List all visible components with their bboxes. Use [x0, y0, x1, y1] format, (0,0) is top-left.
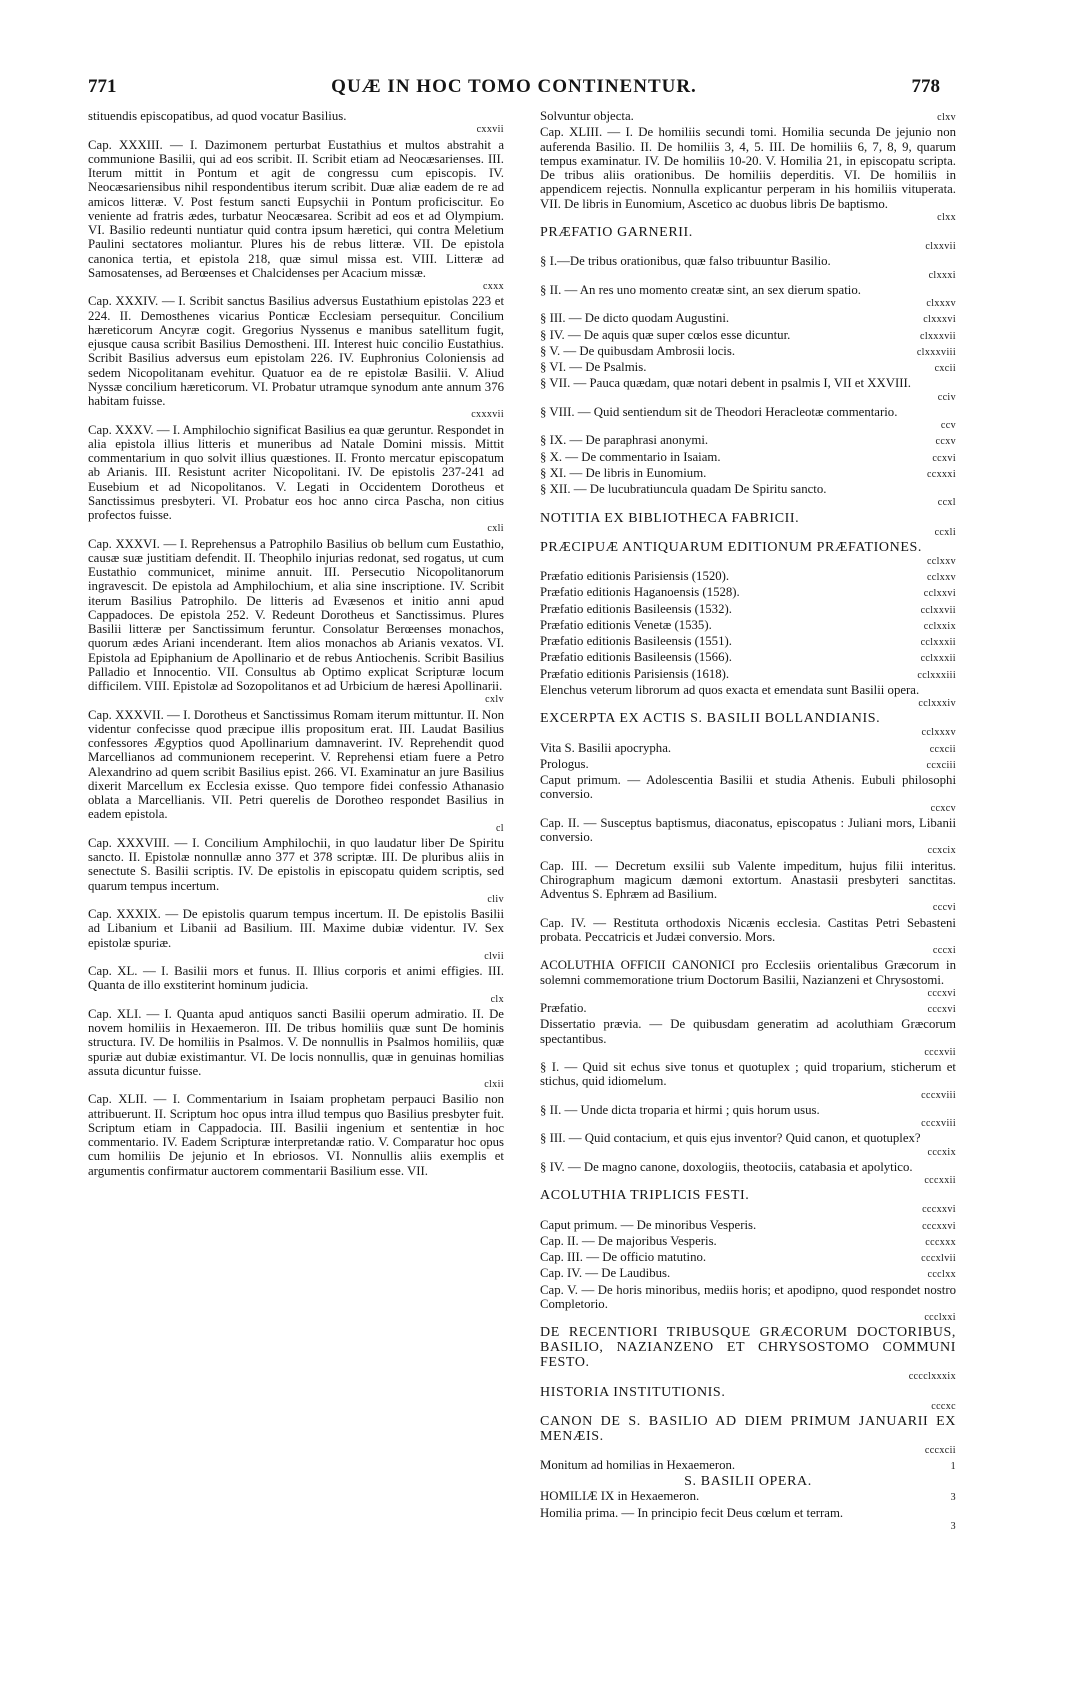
toc-entry — [88, 964, 504, 1007]
toc-row-label: Præfatio. — [540, 1001, 587, 1015]
toc-row — [540, 602, 956, 618]
toc-entry-page: ccxl — [937, 497, 956, 509]
toc-entry-text: § II. — Unde dicta troparia et hirmi ; quis horum usus. — [540, 1102, 820, 1117]
toc-row — [540, 1489, 956, 1505]
toc-entry — [540, 1160, 956, 1189]
toc-row-label: Cap. IV. — De Laudibus. — [540, 1266, 671, 1281]
toc-entry-page: clx — [490, 993, 504, 1005]
toc-entry — [88, 836, 504, 907]
toc-row-page: ccxxxi — [926, 468, 956, 480]
section-heading-text: NOTITIA EX BIBLIOTHECA FABRICII. — [540, 510, 800, 526]
toc-row-page: clxv — [937, 112, 956, 123]
page-header — [88, 76, 940, 106]
toc-entry — [540, 859, 956, 916]
toc-row-label: Prologus. — [540, 756, 589, 771]
toc-row-page: ccclxx — [927, 1269, 956, 1281]
toc-entry — [540, 1060, 956, 1103]
toc-entry-page: cccxviii — [921, 1118, 956, 1129]
section-heading-text: HISTORIA INSTITUTIONIS. — [540, 1384, 726, 1400]
toc-entry-text: Cap. V. — De horis minoribus, mediis horis; et apodipno, quod respondet nostro Completorio. — [540, 1282, 956, 1311]
toc-row-page: cccxlvii — [921, 1253, 956, 1264]
section-heading — [540, 225, 956, 254]
toc-entry-page: cccxvi — [927, 987, 956, 999]
toc-entry-text: Cap. XXXIII. — I. Dazimonem perturbat Eustathius et multos abstrahit a communione Basilii, qui ad eos scribit. II. Scribit etiam ad Neocæsarienses. III. Iterum mittit in Pontum et agit de congressu cum episcopis. IV. Neocæsariensibus nihil respondentibus iterum scribit. Duæ aliæ eadem de re ad amicos litteræ. V. Post festum sancti Eupsychii in Pontum proficiscitur. Eo veniente ad fratris ædes, turbatur Neocæsarea. Scribit ad eos et ad Olympium. VI. Basilio redeunti nuntiatur quid contra ipsum hæretici, qui contra Meletium Paulini sectatores moliantur. Plures his de rebus litteræ. VII. De epistola canonica tertia, et epistola 218, quæ simul missa est. VIII. Litteræ ad Samosatenses, ad Berœenses et Chalcidenses per Acacium missæ. — [88, 137, 504, 280]
toc-entry-page: cxxx — [482, 281, 504, 292]
toc-row-page: cccxxx — [925, 1236, 956, 1248]
toc-row — [540, 433, 956, 449]
toc-entry-page: cccxix — [927, 1146, 956, 1158]
toc-entry-text: Cap. XXXIV. — I. Scribit sanctus Basilius adversus Eustathium epistolas 223 et 224. II. Demosthenes vicarius Ponticæ Ecclesiam persequitur. Concilium hæreticorum Ancyræ cogit. Gregorius Nyssenus e manibus satellitum fugit, ejusque causa scribit Basilius Demostheni. III. Interest huic concilio Eustathius. Scribit Basilius adversus eum epistolam 226. IV. Euphronius Coloniensis ad sedem Nicopolitanam evehitur. Quatuor ea de re epistolæ Basilii. V. Aliud Nyssæ concilium hæreticorum. VI. Probatur utramque synodum ante annum 376 habitam fuisse. — [88, 294, 504, 408]
toc-row-label: § IX. — De paraphrasi anonymi. — [540, 433, 709, 448]
toc-row-label: Præfatio editionis Parisiensis (1520). — [540, 569, 730, 583]
toc-entry-page: cccxi — [932, 945, 956, 956]
toc-row-label: Præfatio editionis Venetæ (1535). — [540, 617, 712, 632]
toc-row — [540, 344, 956, 360]
section-heading — [540, 511, 956, 540]
toc-row — [540, 757, 956, 773]
section-heading — [540, 711, 956, 740]
toc-entry-text: Cap. III. — Decretum exsilii sub Valente impeditum, hujus filii interitus. Chirographum magicum dæmoni extortum. Anastasii presbyteri sanctitas. Adventus S. Ephræm ad Basilium. — [540, 858, 956, 901]
toc-entry-text: Cap. XXXVIII. — I. Concilium Amphilochii, in quo laudatur liber De Spiritu sancto. II. Epistolæ nonnullæ anno 377 et 378 scriptæ. III. De pluribus aliis in senectute S. Basilii scriptis. IV. De epistolis in episcopatu quidem scriptis, sed quarum tempus incertum. — [88, 835, 504, 893]
toc-entry — [88, 294, 504, 422]
section-heading-text: PRÆCIPUÆ ANTIQUARUM EDITIONUM PRÆFATIONES. — [540, 539, 922, 555]
section-heading-page: ccxli — [934, 526, 956, 538]
section-title: S. BASILII OPERA. — [684, 1474, 812, 1490]
toc-entry-page: cccxvii — [924, 1046, 956, 1058]
toc-row — [540, 360, 956, 376]
toc-entry-page: cxxxvii — [471, 409, 504, 421]
section-heading-page: cccxc — [931, 1400, 956, 1412]
toc-entry-page: clxxxv — [926, 298, 956, 309]
toc-entry — [540, 683, 956, 712]
toc-entry-page: ccv — [940, 420, 956, 431]
toc-row-page: cccxvi — [927, 1004, 956, 1015]
toc-entry-page: cxxvii — [476, 124, 504, 136]
section-heading-text: DE RECENTIORI TRIBUSQUE GRÆCORUM DOCTORIBUS, BASILIO, NAZIANZENO ET CHRYSOSTOMO COMMUNI FESTO. — [540, 1325, 956, 1371]
toc-entry-page: ccclxxi — [924, 1312, 956, 1323]
section-heading — [540, 1325, 956, 1384]
toc-entry — [540, 816, 956, 859]
toc-row-page: clxxxvi — [923, 314, 956, 326]
toc-entry-text: Cap. XLII. — I. Commentarium in Isaiam prophetam perpauci Basilio non attribuerunt. II. Scriptum hoc opus intra illud tempus quo Basilius presbyter fuit. Scriptum etiam in Cappadocia. III. Basilii ingenium et sententiæ in hoc commentario. IV. Eadem Scripturæ interpretandæ ratio. V. Comparatur hoc opus cum homiliis De jejunio et In ebriosos. VI. Nonnullis aliis exemplis et argumentis confirmatur auctorem commentarii Basilium esse. VII. — [88, 1092, 504, 1178]
toc-row — [540, 109, 956, 125]
toc-entry-text: § I. — Quid sit echus sive tonus et quotuplex ; quid troparium, sticherum et stichus, quid idiomelum. — [540, 1060, 956, 1089]
toc-entry — [88, 1092, 504, 1178]
toc-row — [540, 1218, 956, 1234]
toc-entry-text: § IV. — De magno canone, doxologiis, theotociis, catabasia et apolytico. — [540, 1159, 913, 1174]
toc-row — [540, 1001, 956, 1017]
toc-entry-page: clxxxi — [928, 269, 956, 281]
toc-entry — [88, 907, 504, 964]
section-heading-page: cclxxv — [926, 555, 956, 567]
toc-row-label: Præfatio editionis Basileensis (1551). — [540, 634, 732, 648]
toc-entry-page: cxli — [487, 523, 504, 535]
toc-row-page: cclxxxii — [920, 637, 956, 648]
toc-row — [540, 1234, 956, 1250]
right-page-number: 778 — [911, 76, 940, 97]
section-heading — [540, 1188, 956, 1217]
toc-row — [540, 1250, 956, 1266]
toc-entry-page: cliv — [487, 893, 504, 905]
toc-row — [540, 1266, 956, 1282]
toc-row — [540, 667, 956, 683]
toc-entry-page: cccxviii — [921, 1089, 956, 1101]
toc-entry-page: clxii — [484, 1079, 504, 1090]
toc-row — [540, 466, 956, 482]
toc-entry — [540, 283, 956, 312]
toc-entry-text: Cap. XXXV. — I. Amphilochio significat Basilius ea quæ geruntur. Respondet in alia epistola illius litteris et muneribus ad Natale Domini missis. Mittit commentarium in quo solvit illius quæstiones. II. Fronto mercatur episcopatum ab Arianis. III. Resistunt acriter Nicopolitani. IV. De epistolis 237-241 ad Eusebium et ad Nicopolitanos. V. Legati in Occidentem Dorotheus et Sanctissimus presbyteri. VI. Probatur eos hoc anno circa Pascha, non citius profectos fuisse. — [88, 422, 504, 522]
section-heading — [540, 540, 956, 569]
toc-entry-page: cciv — [937, 391, 956, 403]
toc-entry-page: cccvi — [932, 902, 956, 914]
toc-entry — [540, 405, 956, 434]
toc-row — [540, 585, 956, 601]
toc-entry-text: § VII. — Pauca quædam, quæ notari debent in psalmis I, VII et XXVIII. — [540, 376, 911, 391]
toc-entry — [540, 773, 956, 816]
toc-entry — [88, 708, 504, 836]
toc-entry — [540, 376, 956, 405]
toc-row-page: cclxxxii — [920, 653, 956, 665]
section-heading-text: PRÆFATIO GARNERII. — [540, 225, 693, 240]
toc-entry — [88, 537, 504, 708]
toc-row-label: § X. — De commentario in Isaiam. — [540, 449, 721, 464]
toc-entry-page: ccxcv — [930, 802, 956, 814]
toc-entry-text: ACOLUTHIA OFFICII CANONICI pro Ecclesiis orientalibus Græcorum in solemni commemoratione trium Doctorum Basilii, Nazianzeni et Chrysostomi. — [540, 958, 956, 987]
toc-row-label: Præfatio editionis Haganoensis (1528). — [540, 585, 740, 600]
toc-entry-text: Cap. II. — Susceptus baptismus, diaconatus, episcopatus : Juliani mors, Libanii conversio. — [540, 815, 956, 844]
section-heading-text: CANON DE S. BASILIO AD DIEM PRIMUM JANUARII EX MENÆIS. — [540, 1413, 956, 1444]
toc-row — [540, 311, 956, 327]
toc-row — [540, 450, 956, 466]
toc-entry-text: Cap. XLI. — I. Quanta apud antiquos sancti Basilii operum admiratio. II. De novem homiliis in Hexaemeron. III. De tribus homiliis quæ sunt De hominis structura. IV. De homiliis in Psalmos. V. De nonnullis in Psalmos homiliis, quæ spuriæ aut dubiæ existimantur. VI. De locis nonnullis, quæ in genuinas homilias assuta dicuntur fuisse. — [88, 1006, 504, 1078]
toc-entry-page: ccxcix — [927, 845, 956, 857]
toc-row-label: Cap. III. — De officio matutino. — [540, 1250, 707, 1264]
toc-row-page: cclxxxiii — [917, 669, 956, 681]
toc-row-label: § VI. — De Psalmis. — [540, 360, 647, 374]
toc-row-page: ccxcii — [929, 743, 956, 755]
toc-row-page: ccxv — [935, 436, 956, 448]
section-heading-page: cclxxxv — [921, 727, 956, 739]
toc-row — [540, 569, 956, 585]
toc-row — [540, 328, 956, 344]
toc-row-label: Monitum ad homilias in Hexaemeron. — [540, 1458, 736, 1472]
toc-row-page: clxxxvii — [920, 330, 956, 342]
toc-entry — [540, 916, 956, 959]
section-heading-text: EXCERPTA EX ACTIS S. BASILII BOLLANDIANIS. — [540, 711, 881, 727]
toc-entry-text: Elenchus veterum librorum ad quos exacta et emendata sunt Basilii opera. — [540, 682, 920, 697]
section-heading-page: cccclxxxix — [908, 1371, 956, 1383]
toc-entry — [540, 1283, 956, 1326]
toc-entry — [540, 1103, 956, 1132]
toc-entry — [88, 1007, 504, 1093]
section-heading-page: cccxxvi — [922, 1204, 956, 1216]
toc-entry-page: clvii — [484, 950, 504, 962]
toc-entry-page: cclxxxiv — [918, 698, 956, 709]
toc-entry-text: Cap. IV. — Restituta orthodoxis Nicænis ecclesia. Castitas Petri Sebasteni probata. Peccatricis et Judæi conversio. Mors. — [540, 915, 956, 944]
toc-row-label: § III. — De dicto quodam Augustini. — [540, 311, 730, 326]
toc-entry-text: Cap. XLIII. — I. De homiliis secundi tomi. Homilia secunda De jejunio non auferenda Basilio. II. De homiliis 3, 4, 5. III. De homiliis 6, 7, 8, 9, quarum tempus examinatur. IV. De homiliis 10-20. V. Homilia 21, in episcopatu scripta. De tribus aliis orationibus. De homiliis deperditis. VI. De homiliis in appendicem rejectis. Nonnulla explicantur perperam in his homiliis vituperata. VII. De libris in Eunomium, Ascetico ac duobus libris De baptismo. — [540, 125, 956, 211]
toc-entry-text: Cap. XXXVI. — I. Reprehensus a Patrophilo Basilius ob bellum cum Eustathio, causæ suæ justitiam defendit. II. Theophilo injurias redonat, sed rogatus, ut cum Eustathio communicet, minime annuit. III. Persecutio Nicopolitanorum ingravescit. De epistola ad Amphilochium, et alia sine inscriptione. IV. Scribit iterum Basilius Patrophilo. De litteris ad Evæsenos et initio anni apud Cappadoces. De epistola 252. V. Redeunt Dorotheus et Sanctissimus. Plures Basilii litteræ per Sanctissimum feruntur. Consolatur Berœenses monachos, quorum ædes Ariani incenderant. Item alios monachos ab Arianis vexatos. VI. Epistola ad Epiphanium de Apollinario et de rebus Antiochenis. Scribit Basilius Palladio et Innocentio. VII. Consultus ab Optimo explicat Scripturæ locum difficilem. VIII. Epistolæ ad Sozopolitanos et ad Urbicium de hæresi Apollinarii. — [88, 536, 504, 693]
toc-row-page: ccxciii — [926, 759, 956, 771]
toc-row-page: cccxxvi — [922, 1220, 956, 1232]
right-column — [540, 109, 956, 1534]
toc-entry — [540, 125, 956, 225]
toc-entry-page: 3 — [950, 1520, 956, 1532]
section-heading — [540, 1385, 956, 1414]
toc-row-page: ccxvi — [932, 452, 956, 464]
toc-entry — [88, 423, 504, 537]
toc-row-label: § IV. — De aquis quæ super cœlos esse dicuntur. — [540, 327, 791, 342]
toc-row — [540, 650, 956, 666]
toc-row-label: Præfatio editionis Basileensis (1566). — [540, 650, 732, 665]
section-heading-page: clxxvii — [925, 241, 956, 252]
toc-row — [540, 741, 956, 757]
toc-row-label: Præfatio editionis Basileensis (1532). — [540, 601, 732, 616]
toc-entry-page: cxlv — [485, 694, 504, 706]
section-heading-text: ACOLUTHIA TRIPLICIS FESTI. — [540, 1188, 750, 1204]
toc-row — [540, 1458, 956, 1474]
toc-entry-text: Caput primum. — Adolescentia Basilii et studia Athenis. Eubuli philosophi conversio. — [540, 773, 956, 802]
toc-row-label: Cap. II. — De majoribus Vesperis. — [540, 1233, 717, 1248]
toc-entry — [88, 109, 504, 138]
toc-row-page: clxxxviii — [916, 346, 956, 358]
toc-row-page: 1 — [950, 1461, 956, 1472]
toc-row-label: Vita S. Basilii apocrypha. — [540, 740, 672, 755]
toc-entry-text: stituendis episcopatibus, ad quod vocatur Basilius. — [88, 109, 347, 123]
toc-row-label: § V. — De quibusdam Ambrosii locis. — [540, 343, 736, 358]
left-column — [88, 109, 504, 1178]
toc-row-page: cclxxix — [923, 620, 956, 632]
toc-entry — [540, 958, 956, 1001]
toc-entry-text: § XII. — De lucubratiuncula quadam De Spiritu sancto. — [540, 482, 827, 496]
toc-row-page: cxcii — [934, 363, 956, 374]
toc-row — [540, 618, 956, 634]
toc-entry — [540, 482, 956, 511]
toc-entry — [540, 254, 956, 283]
section-heading — [540, 1414, 956, 1458]
toc-row-page: 3 — [950, 1492, 956, 1504]
toc-row-label: HOMILIÆ IX in Hexaemeron. — [540, 1489, 700, 1504]
toc-entry-page: cl — [495, 822, 504, 834]
toc-entry-text: Homilia prima. — In principio fecit Deus cœlum et terram. — [540, 1505, 844, 1520]
toc-row-label: § XI. — De libris in Eunomium. — [540, 465, 707, 480]
section-heading-page: cccxcii — [924, 1444, 956, 1456]
toc-entry-text: § II. — An res uno momento creatæ sint, an sex dierum spatio. — [540, 282, 861, 297]
toc-entry-text: § III. — Quid contacium, et quis ejus inventor? Quid canon, et quotuplex? — [540, 1131, 921, 1146]
toc-entry-page: cccxxii — [924, 1175, 956, 1186]
toc-entry — [540, 1017, 956, 1060]
toc-entry — [540, 1506, 956, 1535]
toc-row-page: cclxxvi — [923, 588, 956, 600]
toc-entry-text: Cap. XL. — I. Basilii mors et funus. II. Illius corporis et animi effigies. III. Quanta de illo exstiterint hominum judicia. — [88, 964, 504, 993]
toc-entry — [88, 138, 504, 295]
toc-row-label: Solvuntur objecta. — [540, 109, 634, 123]
toc-row-label: Præfatio editionis Parisiensis (1618). — [540, 666, 730, 681]
toc-entry-text: Cap. XXXIX. — De epistolis quarum tempus incertum. II. De epistolis Basilii ad Libanium et Libanii ad Basilium. III. Maxime dubiæ videntur. IV. Sex epistolæ spuriæ. — [88, 907, 504, 950]
toc-entry-text: Dissertatio prævia. — De quibusdam generatim ad acoluthiam Græcorum spectantibus. — [540, 1017, 956, 1046]
toc-row-page: cclxxv — [926, 572, 956, 583]
toc-entry-text: Cap. XXXVII. — I. Dorotheus et Sanctissimus Romam iterum mittuntur. II. Non videntur confecisse quod præcipue illis propositum erat. III. Laudat Basilius confessores Ægyptios quod Apollinarium damnaverint. IV. Reprehendit quod Marcellianos ad communionem receperint. V. Reprehensi etiam fuere a Petro Alexandrino ad quem scribit Basilius epist. 266. VI. Examinatur an jure Basilius dixerit Marcellum ex Ecclesia exisse. Quo tempore fidei confessio Athanasio oblata a Marcellianis. VII. Petri querelis de Dorotheo respondet Basilius in eadem epistola. — [88, 707, 504, 822]
toc-entry-text: § VIII. — Quid sentiendum sit de Theodori Heracleotæ commentario. — [540, 404, 898, 419]
left-page-number: 771 — [88, 76, 117, 97]
toc-entry-page: clxx — [937, 211, 956, 223]
toc-entry-text: § I.—De tribus orationibus, quæ falso tribuuntur Basilio. — [540, 254, 831, 269]
running-head: QUÆ IN HOC TOMO CONTINENTUR. — [331, 76, 697, 97]
toc-entry — [540, 1131, 956, 1160]
toc-row-page: cclxxvii — [920, 604, 956, 616]
toc-row — [540, 634, 956, 650]
toc-row-label: Caput primum. — De minoribus Vesperis. — [540, 1217, 757, 1232]
